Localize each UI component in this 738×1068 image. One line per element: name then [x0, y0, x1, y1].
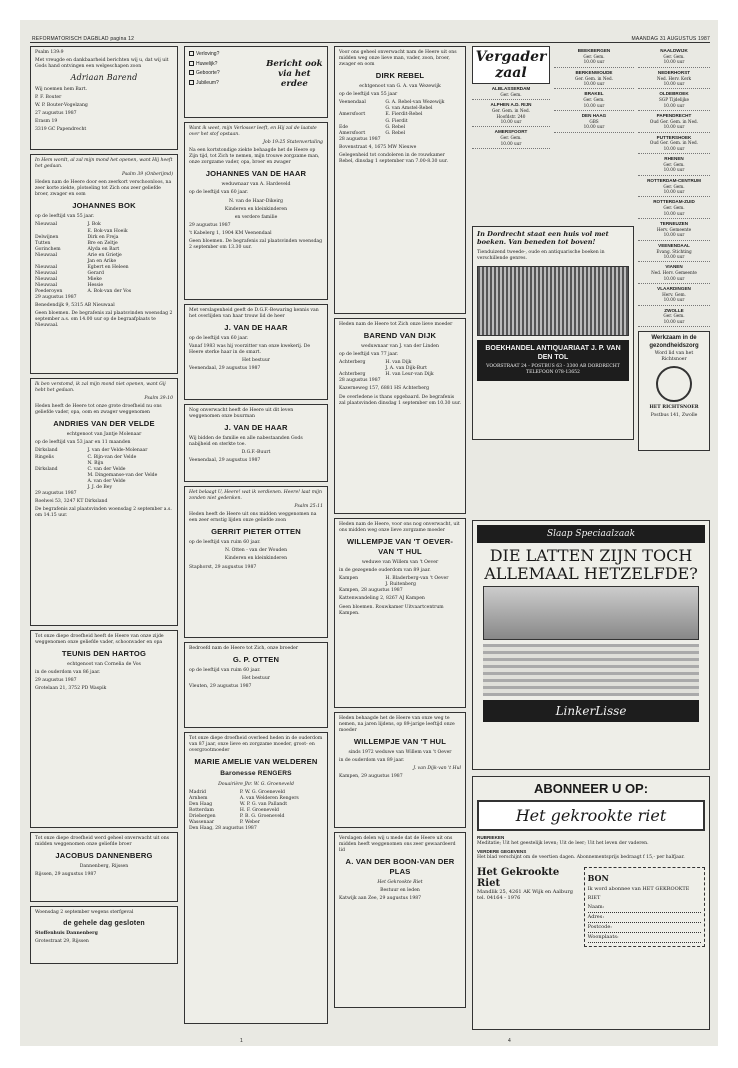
funeral-info: Gelegenheid tot condoleren in de rouwkamer Rebel, dinsdag 1 september van 7.00-8.30 uur.: [339, 152, 448, 164]
age: op de leeftijd van ruim 60 jaar.: [189, 540, 261, 546]
address: Erasm 19: [35, 118, 58, 124]
church-entry: VEENENDAAL Evang. Stichting 10.00 uur: [638, 241, 710, 263]
ad-headline: In Dordrecht staat een huis vol met boeken. Van beneden tot boven!: [477, 230, 609, 246]
checkbox-icon: [189, 80, 194, 85]
obituary-dannenberg: [30, 832, 178, 902]
gekrookte-riet-ad: [472, 776, 710, 1030]
family-list: [189, 790, 323, 826]
page-number: 1: [240, 1038, 243, 1044]
ad-headline: ABONNEER U OP:: [533, 781, 649, 796]
family-list: [339, 100, 461, 136]
spouse: sinds 1972 weduwe van Willem van 't Oever: [348, 750, 452, 756]
ad-headline: Werkzaam in de gezondheidszorg: [649, 335, 699, 350]
postcode-field[interactable]: Postcode:: [588, 923, 701, 933]
section-title: RUBRIEKEN: [477, 835, 505, 840]
family-row: Amersfoort G. Rebel: [339, 130, 406, 136]
family-row: Dirksland J. van der Velde-Molenaar: [35, 448, 148, 454]
date: 27 augustus 1987: [35, 110, 77, 116]
section-text: Het blad verschijnt om de veertien dagen. Abonnementsprijs bedraagt f 15,- per halfjaar.: [477, 854, 685, 860]
church-entry: ZWOLLE Ger. Gem. 10.00 uur: [638, 306, 710, 328]
page-marker: 4: [508, 1038, 511, 1044]
church-entry: ALBLASSERDAM Ger. Gem.: [472, 84, 550, 100]
obituary-van-t-oever: [334, 518, 466, 708]
deceased-name: ANDRIES VAN DER VELDE: [53, 419, 155, 429]
checkbox-icon: [189, 51, 194, 56]
obituary-body: Tot onze diepe droefheid werd geheel onverwacht uit ons midden weggenomen onze geliefde broer: [35, 836, 170, 848]
age: in de ouderdom van 89 jaar.: [339, 758, 405, 764]
notice-body: Met verslagenheid geeft de D.G.F.-Bewaring kennis van het overlijden van haar trouw lid de heer: [189, 308, 319, 320]
funeral-info: De overledene is thans opgebaard. De begrafenis zal plaatsvinden dinsdag 1 september om 10.30 uur.: [339, 394, 461, 406]
closing-notice: [30, 906, 178, 964]
date: Rijssen, 29 augustus 1987: [35, 872, 97, 878]
deceased-name: WILLEMPJE VAN 'T OEVER-VAN 'T HUL: [346, 537, 454, 557]
obituary-van-der-velde: [30, 378, 178, 626]
notice-text: Vanaf 1983 was hij voorzitter van onze kwekerij. De Heere sterke haar in de smart.: [189, 344, 311, 356]
funeral-info: Geen bloemen. De begrafenis zal plaatsvinden woensdag 2 september a.s. om 14.00 uur op de begraafplaats te Nieuwaal.: [35, 311, 173, 329]
obituary-van-welderen: [184, 732, 328, 1024]
verse-ref: Psalm 25:11: [294, 504, 323, 510]
family-row: J. A. van Dijk-Burt: [385, 366, 427, 372]
spouse: weduwnaar van A. Hardeveld: [221, 182, 291, 188]
check-item: Geboorte?: [189, 69, 263, 79]
bookshop-ad: [472, 226, 634, 440]
deceased-name: G. P. OTTEN: [232, 655, 280, 665]
publisher-phone: tel. 04164 - 1976: [477, 894, 521, 901]
nickname: Wij noemen hem Bart.: [35, 86, 88, 92]
deceased-name: GERRIT PIETER OTTEN: [211, 527, 301, 537]
address: Grotelaan 21, 3752 PD Waspik: [35, 686, 107, 692]
verse-text: Want ik weet, mijn Verlosser leeft, en Hij zal de laatste over het stof opstaan.: [189, 126, 317, 138]
family-row: M. Dingemanse-van der Velde: [87, 472, 158, 478]
family-row: E. Bok-van Hoeik: [87, 228, 128, 234]
verse-text: Ik ben verstomd, ik zal mijn mond niet openen, want Gij hebt het gedaan.: [35, 382, 166, 394]
family-row: Gorinchem Alyda en Bart: [35, 246, 120, 252]
family-row: Ede G. Rebel: [339, 124, 406, 130]
obituary-otten: Het belaagt U, Heere! wat ik verdienen. Heere! laat mijn zonden niet gedenken. Psalm 25:11 Heden heeft de Heere uit ons midden weggenomen na een zeer ernstig lijden onze geliefde zoon GERRIT PIETER OTTEN op de leeftijd van ruim 60 jaar. N. Otten - van der Wouden Kinderen en kleinkinderen Staphorst, 29 augustus 1987: [184, 486, 328, 638]
signature: D.G.F.-Buurt: [241, 450, 271, 456]
obituary-body: Heden nam de Heere, voor ons nog onverwacht, uit ons midden weg onze lieve zorgzame moeder: [339, 522, 460, 534]
family-row: Poederoyen A. Bok-van der Vos: [35, 289, 132, 295]
family-row: Amersfoort E. Fierdit-Rebel: [339, 112, 423, 118]
address-field[interactable]: Adres:: [588, 913, 701, 923]
family-row: G. Fierdit: [385, 118, 408, 124]
shop-address: VOORSTRAAT 24 - POSTBUS 63 - 3300 AB DORDRECHT: [486, 364, 620, 370]
society-notice-otten: [184, 642, 328, 728]
society-notice: [184, 304, 328, 400]
spouse: Douairière Jhr. W. G. Groeneveld: [218, 781, 294, 787]
deceased-name: J. VAN DE HAAR: [224, 423, 288, 433]
family: Dannenberg, Rijssen: [79, 864, 129, 870]
spouse: echtgenoot van Jantje Molenaar: [66, 432, 142, 438]
obituary-body: Tot onze diepe droefheid heeft de Heere van onze zijde weggenomen onze geliefde vader, schoonvader en opa: [35, 634, 164, 646]
date: Veenendaal, 29 augustus 1987: [189, 458, 261, 464]
date: 29 augustus 1987: [35, 490, 77, 496]
funeral-info: Geen bloemen. De begrafenis zal plaatsvinden woensdag 2 september om 13.30 uur.: [189, 238, 323, 250]
notice-line: Woensdag 2 september wegens sterfgeval: [35, 910, 134, 915]
church-list: [638, 46, 710, 327]
obituary-van-t-hul: [334, 712, 466, 828]
family-row: Achterberg H. van Dijk: [339, 360, 412, 366]
checklist: [189, 50, 263, 114]
address: Postbus 141, Zwolle: [650, 413, 698, 419]
obituary-den-hartog: [30, 630, 178, 828]
family-row: Kampen H. Bladerberg-van 't Oever: [339, 576, 449, 582]
neighbour-notice: [184, 404, 328, 482]
ad-body-text-block: [483, 644, 699, 696]
obituary-rebel: [334, 46, 466, 314]
signature: Het bestuur: [241, 676, 270, 682]
address: Roelwei 53, 3247 KT Dirksland: [35, 498, 108, 504]
address-city: 3319 GC Papendrecht: [35, 127, 87, 133]
funeral-info: De begrafenis zal plaatsvinden woensdag 2 september a.s. om 14.15 uur.: [35, 507, 172, 519]
address: Benedendijk 9, 5315 AB Nieuwaal: [35, 303, 115, 309]
publisher-name: Het Gekrookte Riet: [477, 866, 560, 889]
latten-ad: [472, 520, 710, 770]
birth-announcement: [30, 46, 178, 150]
notice-title: de gehele dag gesloten: [63, 920, 145, 928]
section-text: Meditatie; Uit het geestelijk leven; Uit de leer; Uit het leven der vaderen.: [477, 840, 649, 846]
church-entry: BEEKBERGEN Ger. Gem. 10.00 uur: [554, 46, 634, 68]
deceased-name: MARIE AMELIE VAN WELDEREN: [194, 757, 318, 767]
send-to: [477, 867, 580, 947]
riet-logo: Het gekrookte riet: [477, 800, 705, 831]
date: Vleuten, 29 augustus 1987: [189, 684, 252, 690]
checkbox-icon: [189, 70, 194, 75]
church-entry: PAPENDRECHT Oud Ger. Gem. in Ned. 10.00 uur: [638, 111, 710, 133]
verse-ref: Job 19:25 Statenvertaling: [263, 140, 323, 146]
deceased-name: TEUNIS DEN HARTOG: [61, 649, 147, 659]
family-row: Arnhem A. van Welderen Rengers: [189, 796, 299, 802]
date: Kampen, 29 augustus 1987: [339, 774, 403, 780]
obituary-body: Heden heeft de Heere uit ons midden weggenomen na een zeer ernstig lijden onze geliefde zoon: [189, 512, 317, 524]
church-entry: DEN HAAG GBS 10.00 uur: [554, 111, 634, 133]
obituary-van-de-haar: Want ik weet, mijn Verlosser leeft, en Hij zal de laatste over het stof opstaan. Job 19:25 Statenvertaling Na een kortstondige ziekte behaagde het de Heere op Zijn tijd, tot Zich te nemen, mijn trouwe zorgzame man, onze zorgzame vader, opa, broer en zwager JOHANNES VAN DE HAAR weduwnaar van A. Hardeveld op de leeftijd van 60 jaar. N. van de Haar-Dikeirg Kinderen en kleinkinderen en verdere familie 29 augustus 1987 't Kabelerg 1, 1904 KM Veenendaal Geen bloemen. De begrafenis zal plaatsvinden woensdag 2 september om 13.30 uur.: [184, 122, 328, 300]
address: Bovenstraat 4, 1675 MW Nieuwe: [339, 144, 417, 150]
church-entry: BRAKEL Ger. Gem. 10.00 uur: [554, 89, 634, 111]
church-entry: BERKENWOUDE Ger. Gem. in Ned. 10.00 uur: [554, 68, 634, 90]
family-row: Nieuwaal J. Bok: [35, 222, 101, 228]
church-list: [554, 46, 634, 226]
church-entry: VLAARDINGEN Herv. Gem. 10.00 uur: [638, 284, 710, 306]
family-row: Jan en Arike: [87, 258, 117, 264]
ad-banner: Slaap Speciaalzaak: [477, 525, 705, 543]
date: 29 augustus 1987: [189, 222, 231, 228]
obituary-body: Na een kortstondige ziekte behaagde het de Heere op Zijn tijd, tot Zich te nemen, mijn trouwe zorgzame man, onze zorgzame vader, opa, broer en zwager: [189, 148, 320, 166]
date: 29 augustus 1987: [35, 678, 77, 684]
obituary-body: Verslagen delen wij u mede dat de Heere uit ons midden heeft weggenomen ons zeer gewaardeerd lid: [339, 836, 456, 854]
date: Staphorst, 29 augustus 1987: [189, 564, 257, 570]
address: Kattenwandeling 2, 8267 AJ Kampen: [339, 596, 425, 602]
bookshelf-image: [477, 266, 629, 336]
column-1: [30, 46, 178, 1030]
date: Kampen, 28 augustus 1987: [339, 588, 403, 594]
church-entry: AMERSFOORT Ger. Gem. 10.00 uur: [472, 127, 550, 149]
check-item: Jubileum?: [189, 79, 263, 89]
family-list: [35, 448, 173, 490]
date: 28 augustus 1987: [339, 136, 381, 142]
obituary-body: Voor ons geheel onverwacht nam de Heere uit ons midden weg onze lieve man, vader, zoon, broer, zwager en oom: [339, 50, 457, 68]
obituary-van-dijk: [334, 318, 466, 514]
church-entry: VIANEN Ned. Herv. Gemeente 10.00 uur: [638, 262, 710, 284]
date: Katwijk aan Zee, 29 augustus 1987: [339, 896, 422, 902]
deceased-name: WILLEMPJE VAN 'T HUL: [353, 737, 447, 747]
funeral-info: Geen bloemen. Rouwkamer Uitvaartcentrum Kampen.: [339, 604, 444, 616]
parent-1: P. F. Bouter: [35, 94, 62, 100]
verse-text: Het belaagt U, Heere! wat ik verdienen. Heere! laat mijn zonden niet gedenken.: [189, 490, 322, 502]
family-row: N. Bijn: [87, 460, 104, 466]
column-2: [184, 46, 328, 1030]
shop-phone: TELEFOON 078-13652: [526, 370, 580, 376]
family-row: J. J. de Bey: [87, 484, 113, 490]
signature: Bestuur en leden: [380, 888, 420, 894]
notice-text: Wij bidden de familie en alle nabestaanden Gods nabijheid en sterkte toe.: [189, 436, 303, 448]
church-entry: ROTTERDAM-CENTRUM Ger. Gem. 10.00 uur: [638, 176, 710, 198]
family-row: Veenendaal G. A. Rebel-van Wezewijk: [339, 100, 445, 106]
date: 29 augustus 1987: [35, 295, 77, 301]
age: op de leeftijd van ruim 60 jaar.: [189, 668, 261, 674]
ad-headline: DIE LATTEN ZIJN TOCH ALLEMAAL HETZELFDE?: [484, 546, 698, 583]
spouse: echtgenoot van G. A. van Wezewijk: [359, 84, 441, 90]
age: in de gezegende ouderdom van 89 jaar.: [339, 568, 431, 574]
church-entry: NAALDWIJK Ger. Gem. 10.00 uur: [638, 46, 710, 68]
age: op de leeftijd van 60 jaar.: [189, 336, 249, 342]
brand-logo: LinkerLisse: [483, 700, 699, 722]
deceased-title: Baronesse RENGERS: [220, 770, 292, 778]
erdee-checklist-ad: [184, 46, 328, 118]
notice-body: Nog onverwacht heeft de Heere uit dit leven weggenomen onze buurman: [189, 408, 294, 420]
family-row: Den Haag W. P. G. van Pallandt: [189, 802, 288, 808]
obituary-van-der-boon: [334, 832, 466, 1008]
age: op de leeftijd van 55 jaar: [339, 92, 398, 98]
family-row: Nieuwaal Gerard: [35, 270, 104, 276]
family-row: Ringelis C. Bijn-van der Velde: [35, 454, 137, 460]
address: 't Kabelerg 1, 1904 KM Veenendaal: [189, 230, 272, 236]
address: Kazerneweg 157, 6881 HS Achterberg: [339, 386, 430, 392]
ad-body: Word lid van het Richtsnoer: [654, 350, 694, 362]
notice-body: Bedroefd nam de Heere tot Zich, onze broeder: [189, 646, 299, 651]
name-field[interactable]: Naam:: [588, 903, 701, 913]
church-entry: OLDEBROEK SGP Tijdelijke 10.00 uur: [638, 89, 710, 111]
church-entry: TERNEUZEN Herv. Gemeente 10.00 uur: [638, 219, 710, 241]
richtsnoer-ad: [638, 331, 710, 451]
announcement-text: Met vreugde en dankbaarheid berichten wij u, dat wij uit Gods hand ontvingen een welgeschapen zoon: [35, 58, 169, 70]
family-list: [35, 222, 173, 295]
ad-footer: [477, 867, 705, 947]
church-entry: ROTTERDAM-ZUID Ger. Gem. 10.00 uur: [638, 197, 710, 219]
family-row: G. van Amstel-Rebel: [385, 106, 433, 112]
verse-text: In Hem wordt, al zal mijn mond het openen, want Hij heeft het gedaan.: [35, 158, 173, 170]
church-list: [472, 100, 550, 149]
deceased-name: JOHANNES BOK: [72, 201, 136, 211]
family-row: Nieuwaal Egbert en Heleen: [35, 264, 129, 270]
vergader-zaal-logo: Vergader zaal: [472, 46, 550, 84]
organization: HET RICHTSNOER: [649, 405, 699, 411]
family-list: [339, 360, 461, 378]
family-row: Driebergen P. B. G. Groeneveld: [189, 814, 285, 820]
age: in de ouderdom van 86 jaar.: [35, 670, 101, 676]
church-services-left: [472, 46, 550, 226]
richtsnoer-logo-icon: [656, 366, 692, 402]
family-row: Delwijnen Dirk en Freja: [35, 234, 119, 240]
bed-slats-image: [483, 586, 699, 640]
date: 28 augustus 1987: [339, 378, 381, 384]
header-rule: [30, 42, 710, 43]
church-entry: NEDERHORST Ned. Herv. Kerk 10.00 uur: [638, 68, 710, 90]
ad-title: Bericht ook via het erdee: [266, 59, 323, 89]
family-row: A. van der Velde: [87, 478, 126, 484]
family-row: Nieuwaal Arie en Grietje: [35, 252, 122, 258]
ad-body: [477, 835, 705, 861]
verse: Psalm 139:9: [35, 50, 64, 55]
obituary-body: Tot onze diepe droefheid overleed heden in de ouderdom van 87 jaar, onze lieve en zorgzame moeder, groot- en overgrootmoeder: [189, 736, 323, 754]
shop-name: BOEKHANDEL ANTIQUARIAAT J. P. VAN DEN TOL: [485, 344, 621, 362]
church-services-top: [472, 46, 634, 226]
obituary-body: Heden heeft de Heere tot onze grote droefheid nu ons geliefde vader, opa, oom en zwager weggenomen: [35, 404, 162, 416]
family-row: Tutten Bre en Zeltje: [35, 240, 118, 246]
header-right: MAANDAG 31 AUGUSTUS 1987: [631, 36, 710, 42]
family-row: Dirksland C. van der Velde: [35, 466, 126, 472]
family-list: [339, 576, 461, 588]
check-item: Huwelijk?: [189, 60, 263, 70]
obituary-body: Heden behaagde het de Heere van onze weg te nemen, na jaren lijdens, op 89-jarige leeftijd onze moeder: [339, 716, 455, 734]
family-row: Madrid P. W. G. Groeneveld: [189, 789, 286, 795]
subscription-coupon[interactable]: [584, 867, 705, 947]
organization: Het Gekrookte Riet: [377, 880, 423, 886]
family-row: Nieuwaal Mieke: [35, 277, 102, 283]
deceased-name: JACOBUS DANNENBERG: [55, 851, 153, 861]
spouse: weduwnaar van J. van der Linden: [361, 344, 439, 350]
church-entry: ALPHEN A.D. RIJN Ger. Gem. in Ned. Hoofdstr. 240 10.00 uur: [472, 100, 550, 127]
publisher-address: Mandlik 25, 4261 AK Wijk en Aalburg: [477, 888, 573, 895]
verse-ref: Psalm 39 (Onberijmd): [121, 172, 173, 178]
church-entry: PUTTERSHOEK Oud Ger. Gem. in Ned. 10.00 uur: [638, 133, 710, 155]
header-left: REFORMATORISCH DAGBLAD pagina 12: [32, 36, 135, 42]
age: op de leeftijd van 60 jaar.: [189, 190, 249, 196]
family-row: Wassenaar P. Weber: [189, 820, 260, 826]
deceased-name: J. VAN DE HAAR: [224, 323, 288, 333]
deceased-name: BAREND VAN DIJK: [363, 331, 437, 341]
coupon-title: BON: [587, 872, 609, 883]
obituary-body: Heden nam de Heere door een zeerkort verschoonloos, na zeer korte ziekte, plotseling tot Zich ons zeer geliefde broer, zwager en oom: [35, 180, 172, 198]
check-item: Verloving?: [189, 50, 263, 60]
age: op de leeftijd van 77 jaar.: [339, 352, 399, 358]
newspaper-page: [20, 20, 718, 1046]
city-field[interactable]: Woonplaats:: [588, 933, 701, 943]
deceased-name: JOHANNES VAN DE HAAR: [205, 169, 307, 179]
deceased-name: DIRK REBEL: [375, 71, 425, 81]
family-row: Rotterdam H. F. Groeneveld: [189, 808, 279, 814]
bookshop-contact: [477, 340, 629, 381]
obituary-body: Heden nam de Heere tot Zich onze lieve moeder: [339, 322, 453, 327]
spouse: echtgenoot van Cornelia de Vos: [67, 662, 141, 668]
shop-name: Stoffenhuis Dannenberg: [35, 931, 98, 937]
obituary-bok: [30, 154, 178, 374]
signature: Het bestuur: [241, 358, 270, 364]
column-3: [334, 46, 466, 1030]
coupon-text: Ik word abonnee van HET GEKROOKTE RIET: [587, 886, 690, 902]
verse-ref: Psalm 39:10: [144, 396, 173, 402]
child-name: Adriaan Barend: [70, 73, 138, 83]
family-row: Achterberg H. van Leur-van Dijk: [339, 372, 434, 378]
family-row: J. Ruitenberg: [385, 582, 416, 588]
parent-2: W. P. Bouter-Vogelzang: [35, 102, 88, 108]
spouse: weduwe van Willem van 't Oever: [361, 560, 439, 566]
family-row: Nieuwaal Hessie: [35, 283, 104, 289]
age: op de leeftijd van 55 jaar.: [35, 214, 95, 220]
shop-address: Grotestraat 29, Rijssen: [35, 939, 89, 945]
signature: J. van Dijk-van 't Hul: [413, 766, 461, 772]
ad-body: Tienduizend tweede-, oude en antiquarische boeken in verschillende genres.: [477, 249, 605, 261]
checkbox-icon: [189, 61, 194, 66]
section-title: VERDERE GEGEVENS: [477, 848, 527, 854]
age: op de leeftijd van 53 jaar en 11 maanden: [35, 440, 131, 446]
church-entry: RHENEN Ger. Gem. 10.00 uur: [638, 154, 710, 176]
date: Veenendaal, 29 augustus 1987: [189, 366, 261, 372]
date: Den Haag, 28 augustus 1987: [189, 826, 257, 832]
deceased-name: A. VAN DER BOON-VAN DER PLAS: [345, 857, 455, 877]
